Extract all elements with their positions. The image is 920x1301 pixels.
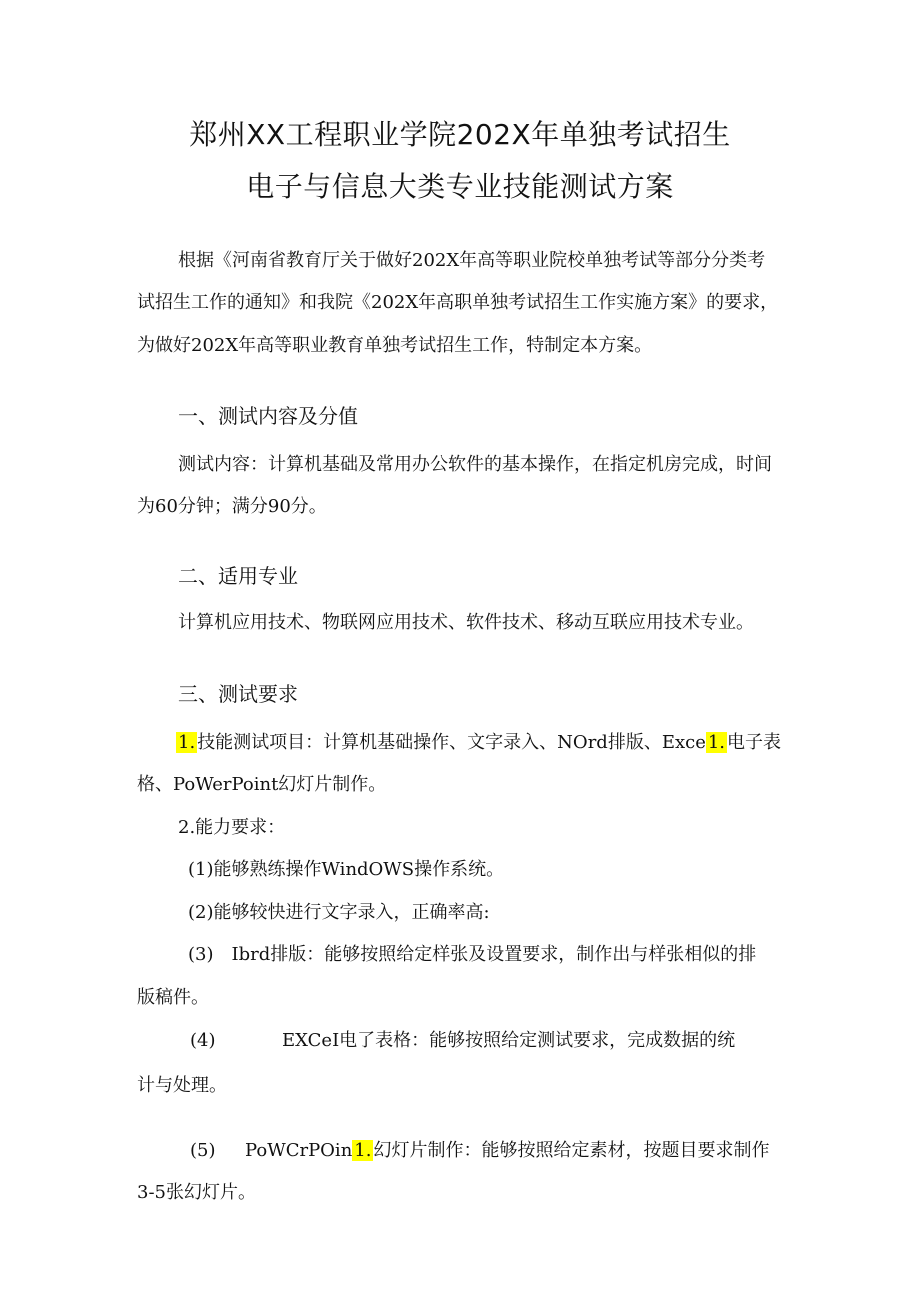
section-3-heading: 三、测试要求 (178, 682, 298, 706)
requirement-item-1-line-1 (176, 730, 781, 756)
sub-requirement-4-line-2: 计与处理。 (137, 1075, 227, 1096)
sub-requirement-5-line-1 (190, 1138, 769, 1164)
highlighted-number: 1. (354, 1140, 372, 1161)
sub-requirement-4-number: (4) (190, 1030, 216, 1051)
section-1-line-2: 为60分钟；满分90分。 (137, 496, 327, 517)
intro-line-1: 根据《河南省教育厅关于做好202X年高等职业院校单独考试等部分分类考 (178, 250, 766, 271)
section-1-heading: 一、测试内容及分值 (178, 404, 358, 428)
highlighted-number: 1. (707, 732, 726, 753)
section-2-heading: 二、适用专业 (178, 564, 298, 588)
item-1-text-b: 电子表 (727, 732, 782, 753)
highlighted-number: 1. (178, 732, 196, 753)
sub-requirement-5-number: (5) (190, 1140, 216, 1161)
section-2-line-1: 计算机应用技术、物联网应用技术、软件技术、移动互联应用技术专业。 (178, 612, 754, 633)
sub-requirement-1: (1)能够熟练操作WindOWS操作系统。 (188, 859, 505, 880)
sub-requirement-5-text-a: PoWCrPOin (244, 1140, 353, 1161)
sub-requirement-5-line-2: 3-5张幻灯片。 (137, 1182, 256, 1203)
intro-line-2: 试招生工作的通知》和我院《202X年高职单独考试招生工作实施方案》的要求， (137, 292, 779, 313)
sub-requirement-5-text-b: 幻灯片制作：能够按照给定素材，按题目要求制作 (373, 1140, 770, 1161)
section-1-line-1: 测试内容：计算机基础及常用办公软件的基本操作，在指定机房完成，时间 (178, 454, 772, 475)
sub-requirement-4-line-1: EXCeI电了表格：能够按照给定测试要求，完成数据的统 (282, 1030, 736, 1051)
intro-line-3: 为做好202X年高等职业教育单独考试招生工作，特制定本方案。 (137, 335, 653, 356)
sub-requirement-3-line-1: (3) Ibrd排版：能够按照给定样张及设置要求，制作出与样张相似的排 (188, 944, 757, 965)
requirement-item-2: 2.能力要求： (178, 817, 286, 838)
item-1-text-a: 技能测试项目：计算机基础操作、文字录入、NOrd排版、Exce (197, 732, 706, 753)
requirement-item-1-line-2: 格、PoWerPoint幻灯片制作。 (137, 774, 387, 795)
document-title-line-1: 郑州XX工程职业学院202X年单独考试招生 (189, 118, 731, 151)
sub-requirement-2: (2)能够较快进行文字录入，正确率高: (188, 902, 490, 923)
document-title-line-2: 电子与信息大类专业技能测试方案 (246, 170, 674, 203)
sub-requirement-3-line-2: 版稿件。 (137, 987, 209, 1008)
